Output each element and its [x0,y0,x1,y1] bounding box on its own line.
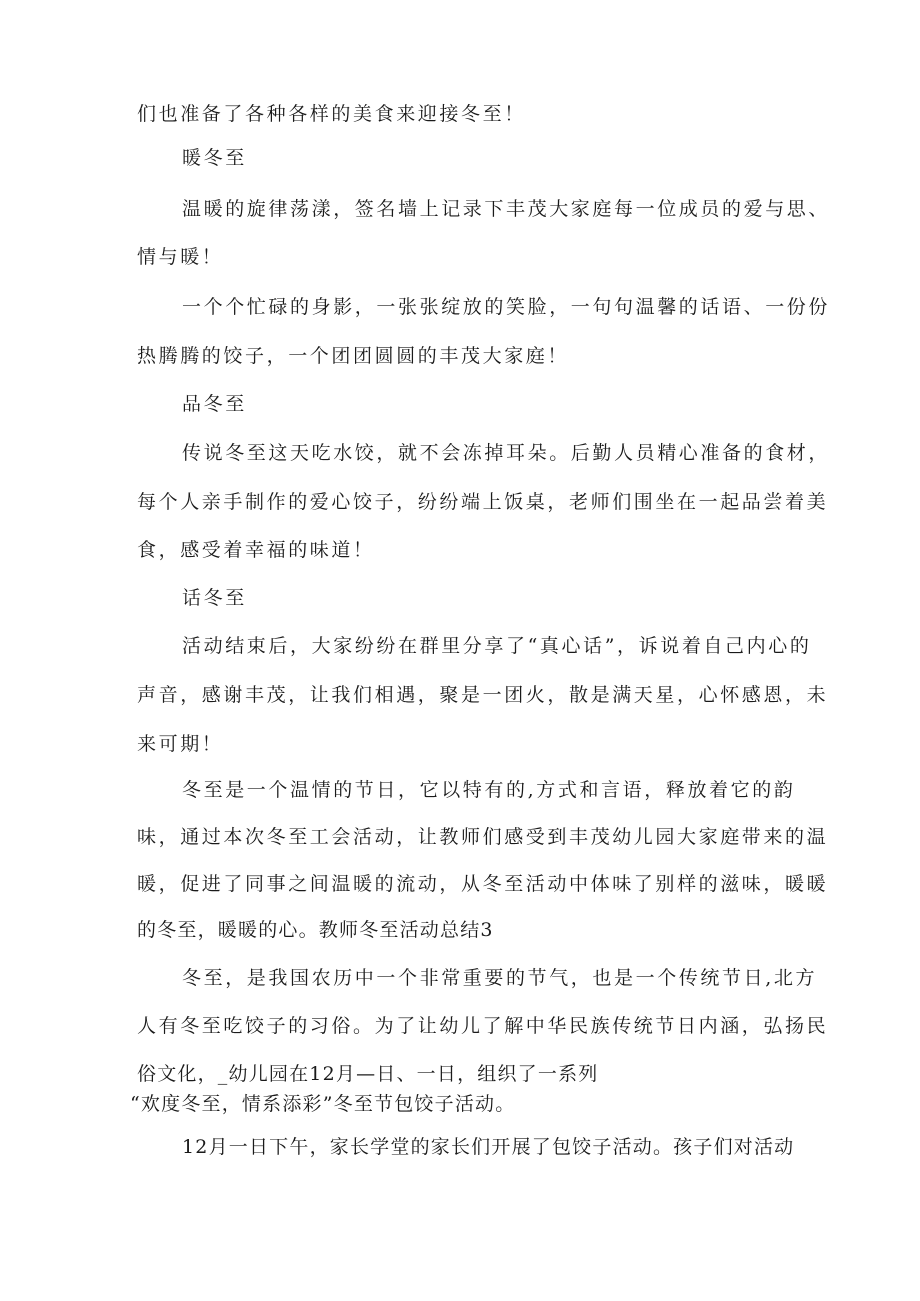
text-line: 来可期！ [137,733,224,755]
text-line: “欢度冬至，情系添彩”冬至节包饺子活动。 [130,1093,516,1115]
text-line: 食，感受着幸福的味道！ [137,539,375,561]
section-heading: 品冬至 [182,393,247,415]
text-line: 声音，感谢丰茂，让我们相遇，聚是一团火，散是满天星，心怀感恩，未 [137,684,829,706]
section-heading: 暖冬至 [182,147,247,169]
text-line: 的冬至，暖暖的心。教师冬至活动总结3 [137,919,494,941]
text-line: 冬至，是我国农历中一个非常重要的节气，也是一个传统节日,北方 [182,967,818,989]
text-line: 味，通过本次冬至工会活动，让教师们感受到丰茂幼儿园大家庭带来的温 [137,826,829,848]
text-line: 情与暖！ [137,246,224,268]
text-line: 温暖的旋律荡漾，签名墙上记录下丰茂大家庭每一位成员的爱与思、 [182,198,831,220]
text-line: 冬至是一个温情的节日，它以特有的,方式和言语，释放着它的韵 [182,779,796,801]
text-line: 俗文化，_幼儿园在12月—日、一日，组织了一系列 [137,1063,599,1085]
text-line: 暖，促进了同事之间温暖的流动，从冬至活动中体味了别样的滋味，暖暖 [137,873,829,895]
text-line: 12月一日下午，家长学堂的家长们开展了包饺子活动。孩子们对活动 [182,1136,795,1158]
text-line: 一个个忙碌的身影，一张张绽放的笑脸，一句句温馨的话语、一份份 [182,296,831,318]
text-line: 活动结束后，大家纷纷在群里分享了“真心话”，诉说着自己内心的 [182,635,812,657]
text-line: 们也准备了各种各样的美食来迎接冬至！ [137,103,526,125]
text-line: 人有冬至吃饺子的习俗。为了让幼儿了解中华民族传统节日内涵，弘扬民 [137,1015,829,1037]
text-line: 每个人亲手制作的爱心饺子，纷纷端上饭桌，老师们围坐在一起品尝着美 [137,491,829,513]
text-line: 热腾腾的饺子，一个团团圆圆的丰茂大家庭！ [137,345,570,367]
section-heading: 话冬至 [182,587,247,609]
text-line: 传说冬至这天吃水饺，就不会冻掉耳朵。后勤人员精心准备的食材， [182,442,831,464]
